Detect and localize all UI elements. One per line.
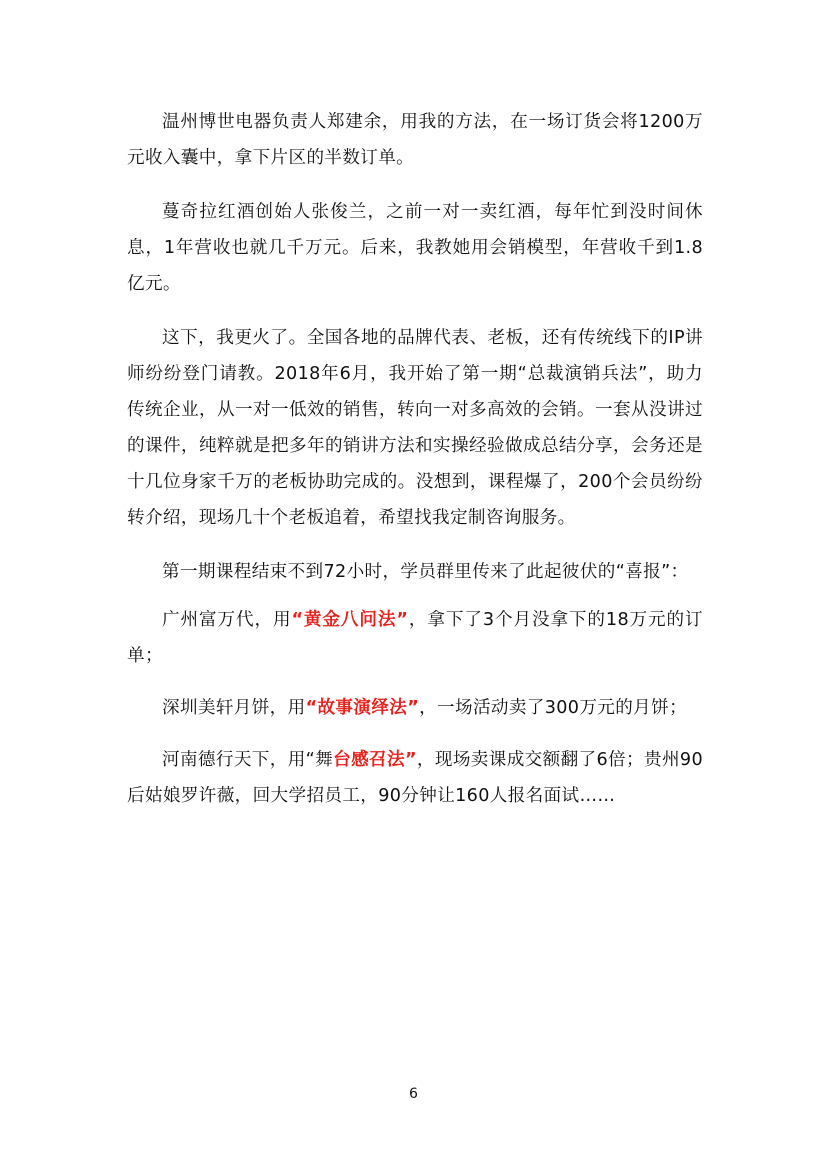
paragraph-6 bbox=[127, 690, 703, 726]
paragraph-4: 第一期课程结束不到72小时，学员群里传来了此起彼伏的“喜报”： bbox=[162, 562, 689, 582]
paragraph-7-text-after: ，现场卖课成交额翻了6倍；贵州90后姑娘罗许薇，回大学招员工，90分钟让160人报名面试…… bbox=[127, 750, 703, 806]
paragraph-5-text-after: ，拿下了3个月没拿下的18万元的订单； bbox=[127, 610, 703, 666]
page-number: 6 bbox=[409, 1086, 418, 1102]
highlight-story-method: “故事演绎法” bbox=[305, 698, 420, 718]
highlight-golden-eight-questions: “黄金八问法” bbox=[291, 610, 409, 630]
paragraph-7-text-before: 河南德行天下，用“舞 bbox=[162, 750, 334, 770]
paragraph-2: 蔓奇拉红酒创始人张俊兰，之前一对一卖红酒，每年忙到没时间休息，1年营收也就几千万元。后来，我教她用会销模型，年营收千到1.8亿元。 bbox=[127, 202, 703, 294]
document-body bbox=[127, 104, 703, 832]
paragraph-6-text-after: ，一场活动卖了300万元的月饼； bbox=[419, 698, 688, 718]
paragraph-6-text-before: 深圳美轩月饼，用 bbox=[162, 698, 306, 718]
paragraph-5-text-before: 广州富万代，用 bbox=[162, 610, 292, 630]
paragraph-1: 温州博世电器负责人郑建余，用我的方法，在一场订货会将1200万元收入囊中，拿下片区的半数订单。 bbox=[127, 112, 703, 168]
paragraph-7 bbox=[127, 742, 703, 814]
paragraph-3: 这下，我更火了。全国各地的品牌代表、老板，还有传统线下的IP讲师纷纷登门请教。2018年6月，我开始了第一期“总裁演销兵法”，助力传统企业，从一对一低效的销售，转向一对多高效的会销。一套从没讲过的课件，纯粹就是把多年的销讲方法和实操经验做成总结分享，会务还是十几位身家千万的老板协助完成的。没想到，课程爆了，200个会员纷纷转介绍，现场几十个老板追着，希望找我定制咨询服务。 bbox=[127, 328, 703, 528]
highlight-stage-method: 台感召法” bbox=[333, 750, 417, 770]
paragraph-5 bbox=[127, 602, 703, 674]
